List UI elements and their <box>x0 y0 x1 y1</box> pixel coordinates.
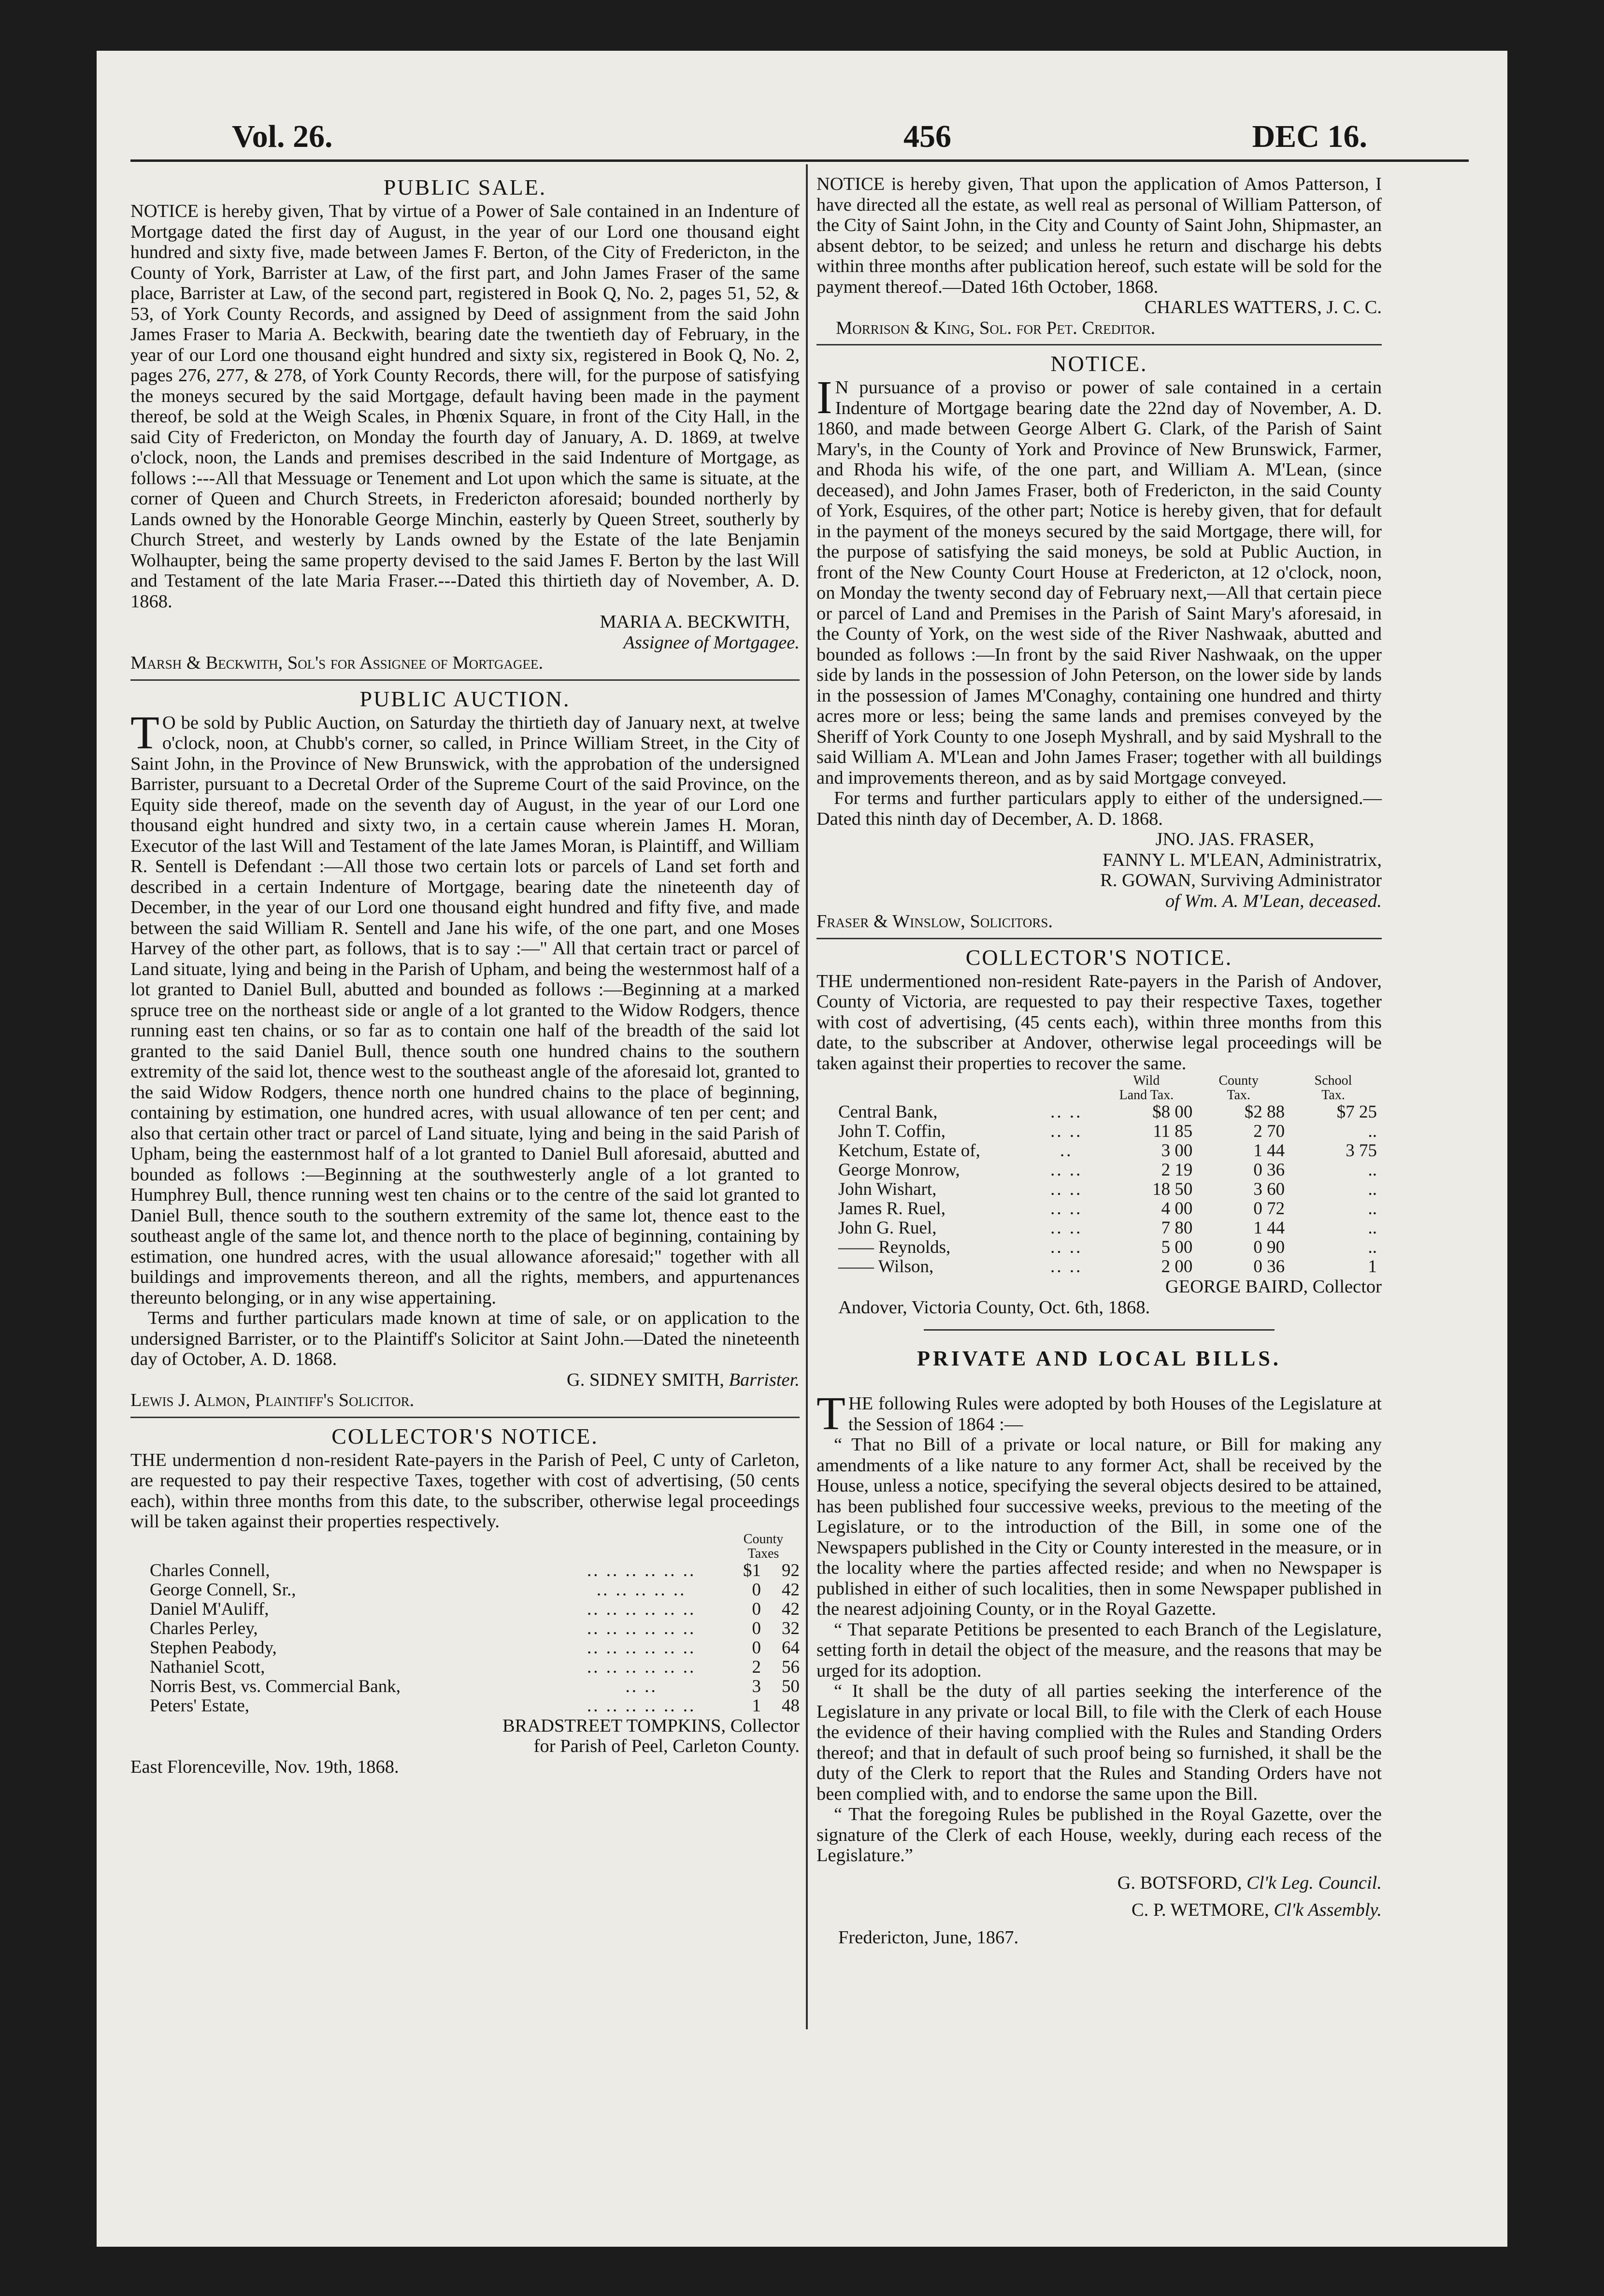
section-title: PUBLIC AUCTION. <box>359 686 571 711</box>
tax-table <box>130 1532 800 1716</box>
rule-paragraph: “ That separate Petitions be presented to each Branch of the Legislature, setting forth in detail the object of the measure, and the reasons that may be urged for its adoption. <box>816 1619 1382 1681</box>
public-auction-notice <box>130 686 800 1411</box>
table-row: Charles Connell, .. .. .. .. .. .. $1 92 <box>150 1560 800 1580</box>
column-divider <box>806 164 808 2029</box>
column-header: Wild <box>1133 1073 1160 1088</box>
notice-body: O be sold by Public Auction, on Saturday the thirtieth day of January next, at twelve o'clock, noon, at Chubb's corner, so called, in Prince William Street, in the City of Saint John, in the Province of New Brunswick, with the approbation of the undersigned Barrister, pursuant to a Decretal Order of the Supreme Court of the said Province, on the Equity side thereof, made on the seventh day of August, in the year of our Lord one thousand eight hundred and sixty two, in a certain cause wherein James H. Moran, Executor of the last Will and Testament of the late James Moran, is Plaintiff, and William R. Sentell is Defendant :—All those two certain lots or parcels of Land set forth and described in a certain Indenture of Mortgage, bearing date the nineteenth day of December, in the year of our Lord one thousand eight hundred and fifty five, and made between the said William R. Sentell and Jane his wife, of the one part, and one Moses Harvey of the other part, as follows, that is to say :—" All that certain tract or parcel of Land situate, lying and being in the Parish of Upham, and being the westernmost half of a lot granted to Daniel Bull, abutted and bounded as follows :—Beginning at a marked spruce tree on the northeast side or angle of a lot granted to the Widow Rodgers, thence running east ten chains, or so far as to contain one half of the breadth of the said lot granted to the said Daniel Bull, thence south one hundred chains to the southern extremity of the said lot, thence west to the southeast angle of the aforesaid lot, granted to the said Widow Rodgers, thence north one hundred chains to the place of beginning, containing by estimation, one hundred acres, with usual allowance of ten per cent; and also that certain other tract or parcel of Land situate, lying and being in the said Parish of Upham, being the easternmost half of a lot granted to Daniel Bull aforesaid, abutted and bounded as follows :—Beginning at the southwesterly angle of a lot granted to Humphrey Bull, thence running west ten chains or to the centre of the said lot granted to Daniel Bull, thence south to the southern extremity of the same lot, thence east to the southeast angle of the same lot, and thence north to the place of beginning, containing by estimation, one hundred acres, with the usual allowance aforesaid;" together with all buildings and improvements thereon, and all the rights, members, and appurtenances thereunto belonging, or in any wise appertaining. <box>130 712 800 1308</box>
column-header: County Taxes <box>743 1531 784 1561</box>
signer-role: Cl'k Leg. Council. <box>1246 1872 1382 1893</box>
section-title: COLLECTOR'S NOTICE. <box>965 945 1233 970</box>
drop-cap: T <box>816 1388 845 1440</box>
table-row: Daniel M'Auliff, .. .. .. .. .. .. 0 42 <box>150 1599 800 1619</box>
table-row: Central Bank, .. .. $8 00 $2 88 $7 25 <box>838 1102 1377 1122</box>
notice-body: NOTICE is hereby given, That upon the application of Amos Patterson, I have directed all the estate, as well real as personal of William Patterson, of the City of Saint John, in the City and County of Saint John, Shipmaster, an absent debtor, to be seized; and unless he return and discharge his debts within three months after publication hereof, such estate will be sold for the payment thereof.—Dated 16th October, 1868. <box>816 174 1382 297</box>
table-row: Charles Perley, .. .. .. .. .. .. 0 32 <box>150 1618 800 1638</box>
absent-debtor-notice <box>816 174 1382 338</box>
signer-role: Assignee of Mortgagee. <box>623 632 800 653</box>
collectors-notice-andover <box>816 944 1382 1318</box>
table-row: John G. Ruel, .. .. 7 80 1 44 .. <box>838 1218 1377 1238</box>
signer-name: FANNY L. M'LEAN, Administratrix, <box>1103 849 1382 870</box>
column-header: Land Tax. <box>1119 1088 1174 1103</box>
table-row: Stephen Peabody, .. .. .. .. .. .. 0 64 <box>150 1637 800 1658</box>
table-row: James R. Ruel, .. .. 4 00 0 72 .. <box>838 1199 1377 1219</box>
solicitor-line: Lewis J. Almon, Plaintiff's Solicitor. <box>130 1390 415 1410</box>
notice-body: N pursuance of a proviso or power of sale contained in a certain Indenture of Mortgage bearing date the 22nd day of November, A. D. 1860, and made between George Albert G. Clark, of the Parish of Saint Mary's, in the County of York and Province of New Brunswick, Farmer, and Rhoda his wife, of the one part, and William A. M'Lean, (since deceased), and John James Fraser, both of Fredericton, in the said County of York, Esquires, of the other part; Notice is hereby given, that for default in the payment of the moneys secured by the said Mortgage, there will, for the purpose of satisfying the said moneys, be sold at Public Auction, in front of the New County Court House at Fredericton, at 12 o'clock, noon, on Monday the twenty second day of February next,—All that certain piece or parcel of Land and Premises in the Parish of Saint Mary's aforesaid, in the County of York, on the west side of the River Nashwaak, abutted and bounded as follows :—In front by the said River Nashwaak, on the upper side by lands in the possession of John Peterson, on the lower side by lands in the possession of James M'Conaghy, containing one hundred and thirty acres more or less; being the same lands and premises conveyed by the Sheriff of York County to one Joseph Myshrall, and by said Myshrall to the said William A. M'Lean and John James Fraser; together with all buildings and improvements thereon, and as by said Mortgage conveyed. <box>816 377 1382 788</box>
table-row: John Wishart, .. .. 18 50 3 60 .. <box>838 1179 1377 1199</box>
dateline: East Florenceville, Nov. 19th, 1868. <box>130 1756 399 1777</box>
table-row: —— Wilson, .. .. 2 00 0 36 1 <box>838 1257 1377 1277</box>
rule-paragraph: “ It shall be the duty of all parties seeking the interference of the Legislature in any private or local Bill, to file with the Clerk of each House the evidence of their having complied with the Rules and Standing Orders thereof; and that in default of such proof being so furnished, it shall be the duty of the Clerk to report that the Rules and Standing Orders have not been complied with, and to endorse the same upon the Bill. <box>816 1681 1382 1804</box>
column-header: School <box>1314 1073 1352 1088</box>
collectors-notice-peel <box>130 1423 800 1778</box>
signer-name: BRADSTREET TOMPKINS, Collector <box>502 1715 800 1736</box>
solicitor-line: Marsh & Beckwith, Sol's for Assignee of Mortgagee. <box>130 653 544 673</box>
notice-body: NOTICE is hereby given, That by virtue of a Power of Sale contained in an Indenture of Mortgage dated the first day of August, in the year of our Lord one thousand eight hundred and sixty five, made between James F. Berton, of the City of Fredericton, in the County of York, Barrister at Law, of the first part, and John James Fraser of the same place, Barrister at Law, of the second part, registered in Book Q, No. 2, pages 51, 52, & 53, of York County Records, and assigned by Deed of assignment from the said John James Fraser to Maria A. Beckwith, bearing date the twentieth day of February, in the year of our Lord one thousand eight hundred and sixty six, registered in Book Q, No. 2, pages 276, 277, & 278, of York County Records, there will, for the purpose of satisfying the moneys secured by the said Mortgage, default having been made in the payment thereof, be sold at the Weigh Scales, in Phœnix Square, in front of the City Hall, in the said City of Fredericton, on Monday the fourth day of January, A. D. 1869, at twelve o'clock, noon, the Lands and premises described in the said Indenture of Mortgage, as follows :---All that Messuage or Tenement and Lot upon which the same is situate, at the corner of Queen and Church Streets, in Fredericton aforesaid; bounded northerly by Lands owned by the Honorable George Minchin, easterly by Queen Street, southerly by Church Street, and westerly by Lands owned by the Estate of the late Benjamin Wolhaupter, being the same property devised to the said James F. Berton by the last Will and Testament of the late Maria Fraser.---Dated this thirtieth day of November, A. D. 1868. <box>130 201 800 612</box>
section-title: NOTICE. <box>1050 351 1148 376</box>
notice-intro: HE following Rules were adopted by both Houses of the Legislature at the Session of 1864 :— <box>848 1393 1382 1435</box>
drop-cap: T <box>130 706 159 759</box>
tax-table <box>816 1074 1382 1277</box>
table-row: George Connell, Sr., .. .. .. .. .. 0 42 <box>150 1579 800 1600</box>
section-rule <box>924 1329 1274 1331</box>
issue-date: DEC 16. <box>1252 119 1367 154</box>
right-column <box>816 174 1382 1948</box>
dateline: Andover, Victoria County, Oct. 6th, 1868. <box>838 1297 1150 1318</box>
signer-role: Cl'k Assembly. <box>1274 1900 1382 1920</box>
solicitor-line: Morrison & King, Sol. for Pet. Creditor. <box>836 317 1156 338</box>
notice-terms: Terms and further particulars made known at time of sale, or on application to the undersigned Barrister, or to the Plaintiff's Solicitor at Saint John.—Dated the nineteenth day of October, A. D. 1868. <box>130 1308 800 1369</box>
page-header <box>232 118 1367 181</box>
table-row: —— Reynolds, .. .. 5 00 0 90 .. <box>838 1237 1377 1257</box>
notice-body: THE undermention d non-resident Rate-payers in the Parish of Peel, C unty of Carleton, are requested to pay their respective Taxes, together with cost of advertising, (50 cents each), within three months from this date, to the subscriber, otherwise legal proceedings will be taken against their properties respectively. <box>130 1449 800 1532</box>
signer-role: for Parish of Peel, Carleton County. <box>533 1736 800 1756</box>
section-rule <box>130 1417 800 1418</box>
table-row: George Monrow, .. .. 2 19 0 36 .. <box>838 1160 1377 1180</box>
header-rule <box>130 159 1469 162</box>
section-title: PRIVATE AND LOCAL BILLS. <box>917 1347 1281 1370</box>
section-rule <box>816 938 1382 939</box>
signer-role: of Wm. A. M'Lean, deceased. <box>1165 890 1382 911</box>
rule-paragraph: “ That no Bill of a private or local nature, or Bill for making any amendments of a like nature to any former Act, shall be received by the House, unless a notice, specifying the several objects desired to be attained, has been published four successive weeks, previous to the meeting of the Legislature, or to the introduction of the Bill, in some one of the Newspapers published in the City or County interested in the measure, or in the locality where the parties affected reside; and when no Newspaper is published in either of such localities, then in some Newspaper published in the nearest adjoining County, or in the Royal Gazette. <box>816 1435 1382 1619</box>
solicitor-line: Fraser & Winslow, Solicitors. <box>816 911 1053 932</box>
signer-name: GEORGE BAIRD, Collector <box>1165 1277 1382 1297</box>
column-header: Tax. <box>1321 1088 1345 1103</box>
table-row: Peters' Estate, .. .. .. .. .. .. 1 48 <box>150 1695 800 1716</box>
column-header: County <box>1218 1073 1259 1088</box>
section-title: PUBLIC SALE. <box>383 175 547 200</box>
signer-name: G. SIDNEY SMITH, <box>567 1369 724 1390</box>
signer-name: G. BOTSFORD, <box>1117 1872 1242 1893</box>
signer-name: MARIA A. BECKWITH, <box>600 612 790 632</box>
signer-name: CHARLES WATTERS, J. C. C. <box>1144 297 1382 317</box>
private-local-bills-notice <box>816 1343 1382 1948</box>
notice-terms: For terms and further particulars apply to either of the undersigned.—Dated this ninth day of December, A. D. 1868. <box>816 788 1382 829</box>
mortgage-notice <box>816 350 1382 932</box>
public-sale-notice <box>130 174 800 674</box>
signer-name: JNO. JAS. FRASER, <box>1155 829 1314 849</box>
notice-body: THE undermentioned non-resident Rate-payers in the Parish of Andover, County of Victoria, are requested to pay their respective Taxes, together with cost of advertising, (45 cents each), within three months from this date, to the subscriber at Andover, otherwise legal proceedings will be taken against their properties to recover the same. <box>816 971 1382 1074</box>
dateline: Fredericton, June, 1867. <box>838 1927 1019 1948</box>
left-column <box>130 174 800 1777</box>
table-row: Nathaniel Scott, .. .. .. .. .. .. 2 56 <box>150 1657 800 1677</box>
column-header: Tax. <box>1227 1088 1250 1103</box>
table-row: John T. Coffin, .. .. 11 85 2 70 .. <box>838 1121 1377 1141</box>
section-rule <box>816 344 1382 345</box>
signer-name: C. P. WETMORE, <box>1131 1900 1269 1920</box>
drop-cap: I <box>816 372 832 424</box>
page-number: 456 <box>903 119 951 154</box>
section-title: COLLECTOR'S NOTICE. <box>331 1423 599 1449</box>
rule-paragraph: “ That the foregoing Rules be published in the Royal Gazette, over the signature of the Clerk of each House, weekly, during each recess of the Legislature.” <box>816 1804 1382 1866</box>
volume-label: Vol. 26. <box>232 119 333 154</box>
signer-name: R. GOWAN, Surviving Administrator <box>1100 870 1382 890</box>
signer-role: Barrister. <box>729 1369 800 1390</box>
table-row: Ketchum, Estate of, .. 3 00 1 44 3 75 <box>838 1141 1377 1161</box>
table-row: Norris Best, vs. Commercial Bank, .. .. 3 50 <box>150 1676 800 1696</box>
section-rule <box>130 679 800 681</box>
